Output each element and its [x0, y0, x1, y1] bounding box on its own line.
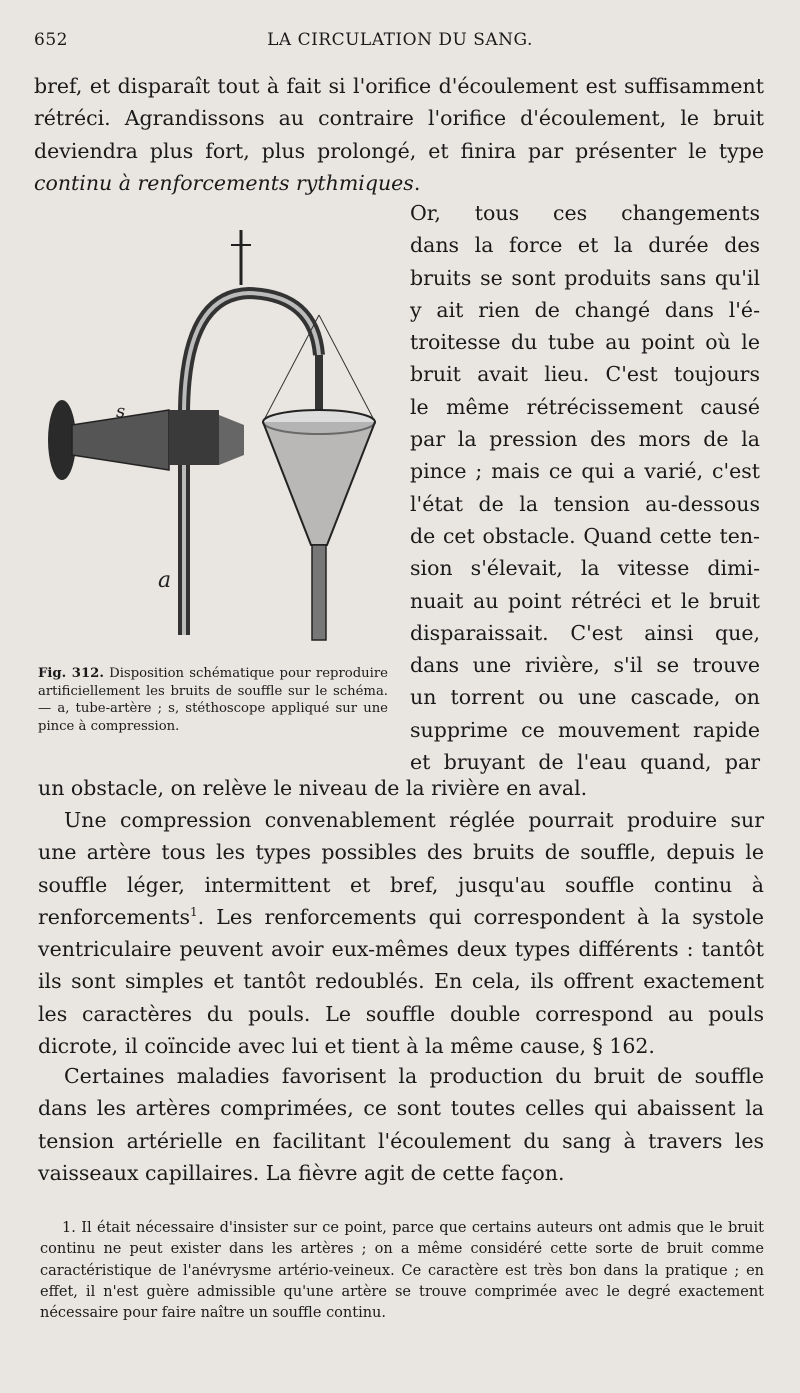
- figure-caption-text: Disposition schématique pour reproduire artificiellement les bruits de souffle sur le schéma. — a, tube-artère ; s, stéthoscope appliqué sur une pince à compression.: [38, 666, 388, 734]
- text-line: un torrent ou une cascade, on: [410, 685, 760, 710]
- text-line: disparaissait. C'est ainsi que,: [410, 620, 760, 645]
- wrapped-paragraph: [410, 197, 760, 778]
- funnel-string-left: [264, 315, 319, 420]
- figure-312: [34, 225, 399, 745]
- footnote: 1. Il était nécessaire d'insister sur ce point, parce que certains auteurs ont admis que le bruit continu ne peut exister dans les artères ; on a même considéré cette sorte de bruit comme caractéristique de l'anévrysme artério-veineux. Ce caractère est très bon dans la pratique ; en effet, il n'est guère admissible qu'une artère se trouve comprimée avec le degré exactement nécessaire pour faire naître un souffle continu.: [40, 1220, 764, 1322]
- page-header: [34, 30, 766, 60]
- opening-end: .: [413, 170, 421, 195]
- text-line: sion s'élevait, la vitesse dimi-: [410, 556, 760, 581]
- funnel-cone: [263, 422, 375, 545]
- text-line: par la pression des mors de la: [410, 427, 760, 452]
- paragraph-text: . Les renforcements qui correspondent à la systole ventriculaire peuvent avoir eux-mêmes deux types différents : tantôt ils sont simples et tantôt redoublés. En cela, ils offrent exactement les caractères du pouls. Le souffle double correspond au pouls dicrote, il coïncide avec lui et tient à la même cause, § 162.: [38, 904, 764, 1059]
- text-line: l'état de la tension au-dessous: [410, 491, 760, 516]
- label-s: s: [116, 401, 126, 422]
- opening-text: bref, et disparaît tout à fait si l'orifice d'écoulement est suffisamment rétréci. Agrandissons au contraire l'orifice d'écoulement, le bruit deviendra plus fort, plus prolongé, et finira par présenter le type: [34, 74, 764, 163]
- opening-italic-text: continu à renforcements rythmiques: [34, 170, 414, 195]
- text-line: dans la force et la durée des: [410, 233, 760, 258]
- paragraph-compression: [38, 804, 764, 1062]
- paragraph-maladies: Certaines maladies favorisent la production du bruit de souffle dans les artères comprimées, ce sont toutes celles qui abaissent la tension artérielle en facilitant l'écoulement du sang à travers les vaisseaux capillaires. La fièvre agit de cette façon.: [38, 1064, 764, 1185]
- text-line: de cet obstacle. Quand cette ten-: [410, 523, 760, 548]
- text-line: bruits se sont produits sans qu'il: [410, 265, 760, 290]
- text-line: pince ; mais ce qui a varié, c'est: [410, 459, 760, 484]
- text-line: supprime ce mouvement rapide: [410, 717, 760, 742]
- stethoscope-apparatus-illustration: [34, 225, 399, 655]
- text-line: dans une rivière, s'il se trouve: [410, 653, 760, 678]
- text-line: Or, tous ces changements: [410, 201, 760, 225]
- paragraph-text: Une compression convenablement réglée pourrait produire sur une artère tous les types possibles des bruits de souffle, depuis le souffle léger, intermittent et bref, jusqu'au souffle continu à renforcements: [38, 808, 764, 929]
- figure-caption: [38, 665, 388, 735]
- footnote-reference: 1: [190, 905, 198, 920]
- running-title: LA CIRCULATION DU SANG.: [267, 30, 533, 50]
- text-line: troitesse du tube au point où le: [410, 330, 760, 355]
- funnel-string-right: [319, 315, 374, 420]
- page-number: 652: [34, 30, 68, 50]
- compression-clamp: [169, 410, 219, 465]
- text-line: le même rétrécissement causé: [410, 394, 760, 419]
- label-a: a: [158, 568, 172, 593]
- text-line: bruit avait lieu. C'est toujours: [410, 362, 760, 387]
- text-line: nuait au point rétréci et le bruit: [410, 588, 760, 613]
- continuation-line: un obstacle, on relève le niveau de la rivière en aval.: [38, 776, 588, 800]
- funnel-stem: [312, 545, 326, 640]
- text-line: y ait rien de changé dans l'é-: [410, 297, 760, 322]
- clamp-jaw: [219, 415, 244, 465]
- text-line: et bruyant de l'eau quand, par: [410, 750, 760, 775]
- opening-paragraph: [34, 70, 764, 199]
- figure-number: Fig. 312.: [38, 666, 104, 681]
